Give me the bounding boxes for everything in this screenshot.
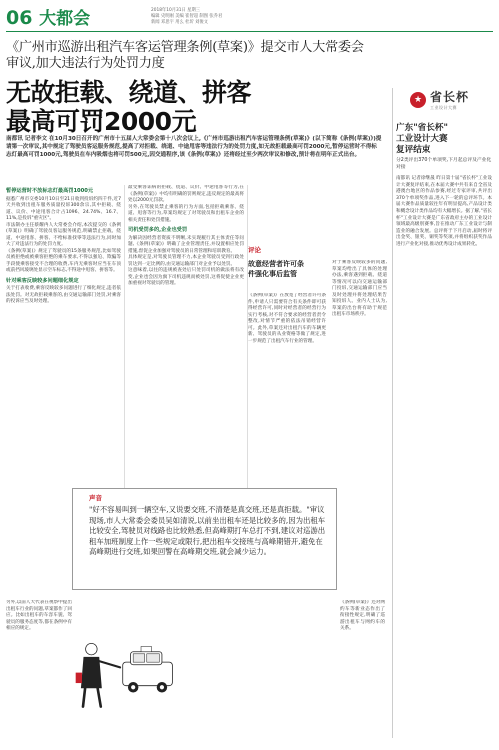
sidebar-headline xyxy=(396,123,492,156)
commentary-headline: 故意经营者许可条件强化事后监管 xyxy=(248,260,304,278)
bottom-right-text: 《条例(草案)》还对网约车等新业态作出了衔接性规定,明确了巡游出租车与网约车的关系。 xyxy=(340,600,385,631)
quote-box xyxy=(72,488,337,590)
quote-label: 声音 xyxy=(89,494,102,502)
article-lead: 南都讯 记者李文 在10月30日召开的广州市十五届人大常委会第十八次会议上,《广州市巡游出租汽车客运管理条例(草案)》(以下简称《条例(草案)》)提请第一次审议,其中规定了驾驶员客运服务规范,提高了对拒载、绕道、中途甩客等违法行为的处罚力度,如无故拒载最高可罚2000元,暂停运营时不得标志灯最高可罚1000元,驾驶员在车内吸烟也将可罚500元,因交通程序,该《条例(草案)》还将经过至少两次审议和修改,预计将在明年正式出台。 xyxy=(6,136,382,159)
paragraph: 据悉广州市交委10月10日至21日收到投诉约四千件,近7天共收到出租车服务质量投诉300余宗,其中拒载、绕道、议价、中途甩客合计占1096、24.74%、16.7、11%,是投诉"重灾区"。 xyxy=(6,196,121,221)
subhead-2: 针对乘客反映较多问题细化规定 xyxy=(6,277,79,284)
sidebar-headline-1: 广东"省长杯" xyxy=(396,123,448,133)
logo-subtitle: 工业设计大赛 xyxy=(430,105,457,110)
sidebar-headline-3: 复评结束 xyxy=(396,145,431,155)
article-column-2 xyxy=(128,185,244,490)
column-divider xyxy=(124,185,125,490)
article-column-1 xyxy=(6,185,121,490)
paragraph: 这意味着,以往的违规被查处后只处罚司机的做法将有改变,企业也会因为旗下司机违规而被处罚,这将促使企业更加重视对驾驶员的管理。 xyxy=(128,268,244,286)
page-number xyxy=(6,6,90,31)
paragraph: 关于打表收费,乘客反映较多问题进行了细化规定,违者依法处罚。对无故拒载乘客的,由交通运输部门处罚,对乘客的投诉应当及时处理。 xyxy=(6,286,121,304)
date-line: 2018年10月31日 星期三 xyxy=(151,8,201,13)
bottom-left-text: 另外,以前人大代表在视察中提出出租车行业的问题,草案都作了回应。比如出租车的车容车貌、驾驶员的服务态度等,都在条例中有相应的规定。 xyxy=(6,600,72,631)
paragraph: 另外,在驾驶员禁止乘客的行为方面,包括拒载乘客、绕道、甩客等行为,草案均规定了对驾驶员和出租车企业的相关责任和处罚措施。 xyxy=(128,204,244,223)
quote-text: "好不容易叫到一辆空车,又说要交班,不清楚是真交班,还是真拒载。"审议现场,市人大常委会委员吴如清说,以前坐出租车还是比较多的,因为出租车比较安全,驾驶员对线路也比较熟悉,但高峰期打车总打不到,建议对巡游出租车加班制度上作一些规定或限行,把出租车交接班与高峰期错开,避免在高峰期进行交班,如果回警在高峰期交班,就会减少运力。 xyxy=(89,505,326,557)
paragraph: 具体规定是,对驾驶员管理不力,本企业驾驶员受到行政处罚达到一定比例的,由交通运输部门对企业予以处罚。 xyxy=(128,255,244,267)
sidebar-body: 南都讯 记者徐继晟 昨日第十届"省长杯"工业设计大赛复评结束,在本届大赛中共有来自全省及港澳台地区的作品参赛,经过专家评审,共评出370个单项奖作品,进入下一轮的总评环节。本届大赛作品质量较往年有明显提高,产品设计类和概念设计类作品均有大幅增长。据了解,"省长杯"工业设计大赛是广东省政府主办的工业设计领域最高级别赛事,旨在推动广东工业设计与制造业的融合发展。总评将于下月启动,届时将评出金奖、银奖、铜奖等奖项,并将组织获奖作品进行产业化对接,推动优秀设计成果转化。 xyxy=(396,176,492,247)
headline-line-2: 最高可罚2000元 xyxy=(6,107,197,136)
logo-mark-icon: ★ xyxy=(410,92,426,108)
sidebar-article xyxy=(392,88,492,738)
sidebar-headline-2: 工业设计大赛 xyxy=(396,134,448,144)
editor-line: 编辑 史明刚 美编 崔智超 制图 张乔君 xyxy=(151,14,223,19)
commentary-label: 评论 xyxy=(248,246,261,254)
article-kicker: 《广州市巡游出租汽车客运管理条例(草案)》提交市人大常委会审议,加大违法行为处罚力度 xyxy=(6,40,364,71)
passenger-figure-icon xyxy=(76,643,120,706)
headline-line-1: 无故拒载、绕道、拼客 xyxy=(6,78,252,107)
commentary-body: 《条例(草案)》在放宽了经营者许可条件,申请人只需要符合有关条件即可获得经营许可,同时对经营者的经营行为实行考核,对不符合要求的经营者责令整改,对情节严重的依法吊销经营许可。此外,草案还对出租汽车的车辆更新、驾驶员的从业资格等做了规定,进一步规范了出租汽车行业的管理。 xyxy=(248,293,326,344)
sidebar-summary: 分2类评出370个单项奖,下月起总评及产业化对接 xyxy=(396,158,492,170)
subhead-1: 暂停运营时不放标志灯最高罚1000元 xyxy=(6,188,94,194)
paragraph: 为解决因经营者资质不明晰,未实现履行其主体责任等问题,《条例(草案)》明确了企业管理责任,并设置相应处罚措施,督促企业加强对驾驶员的日常管理和培训教育。 xyxy=(128,235,244,254)
subhead-3: 司机受罚多的,企业也受罚 xyxy=(128,227,188,233)
header-info xyxy=(151,8,222,26)
taxi-car-icon xyxy=(123,646,173,692)
paragraph: 最受乘客诟病的拒载、绕道、议价、中途甩客等行为,在《条例(草案)》中均有明确的罚则规定,违反规定的最高将处以2000元罚款。 xyxy=(128,185,244,203)
masthead xyxy=(6,6,493,32)
section-name: 大都会 xyxy=(39,9,91,29)
paragraph: 市法制办主任蔡耀冉人大常委会介绍,本次提交的《条例(草案)》明确了驾驶员客运服务规范,明确禁止拒载、绕道、中途甩客、拼客、不给标准找零等违法行为,同时加大了对违法行为的处罚力度。 xyxy=(6,222,121,247)
paragraph: 《条例(草案)》规定了驾驶员的15条服务规范,比如驾驶员被拒绝或被乘客拒绝的乘车要求,不得以强迫、欺骗等手段使乘客接受不合理的收费,车内无乘客时应当在车顶或前挡风玻璃处显示空车标志,不得途中甩客、拼客等。 xyxy=(6,248,121,273)
sidebar-logo xyxy=(392,88,492,116)
sidebar-divider xyxy=(392,88,393,738)
cartoon-svg xyxy=(60,595,175,745)
article-title-area xyxy=(6,40,376,136)
logo-name: 省长杯 xyxy=(430,90,470,104)
taxi-cartoon-illustration xyxy=(60,595,280,745)
commentary-column-2: 对于乘客反映较多的问题,草案均给出了具体的处理办法,乘客遇到拒载、绕道等情况可以向交通运输部门投诉,交通运输部门应当及时处理并将处理结果告知投诉人。业内人士认为,草案的出台将有助于规范出租车市场秩序。 xyxy=(332,260,387,317)
page-number-value: 06 xyxy=(6,7,33,29)
article-headline xyxy=(6,78,376,136)
proof-line: 新闻 邓思宇 用么 杜圻 刘俊文 xyxy=(151,20,209,25)
